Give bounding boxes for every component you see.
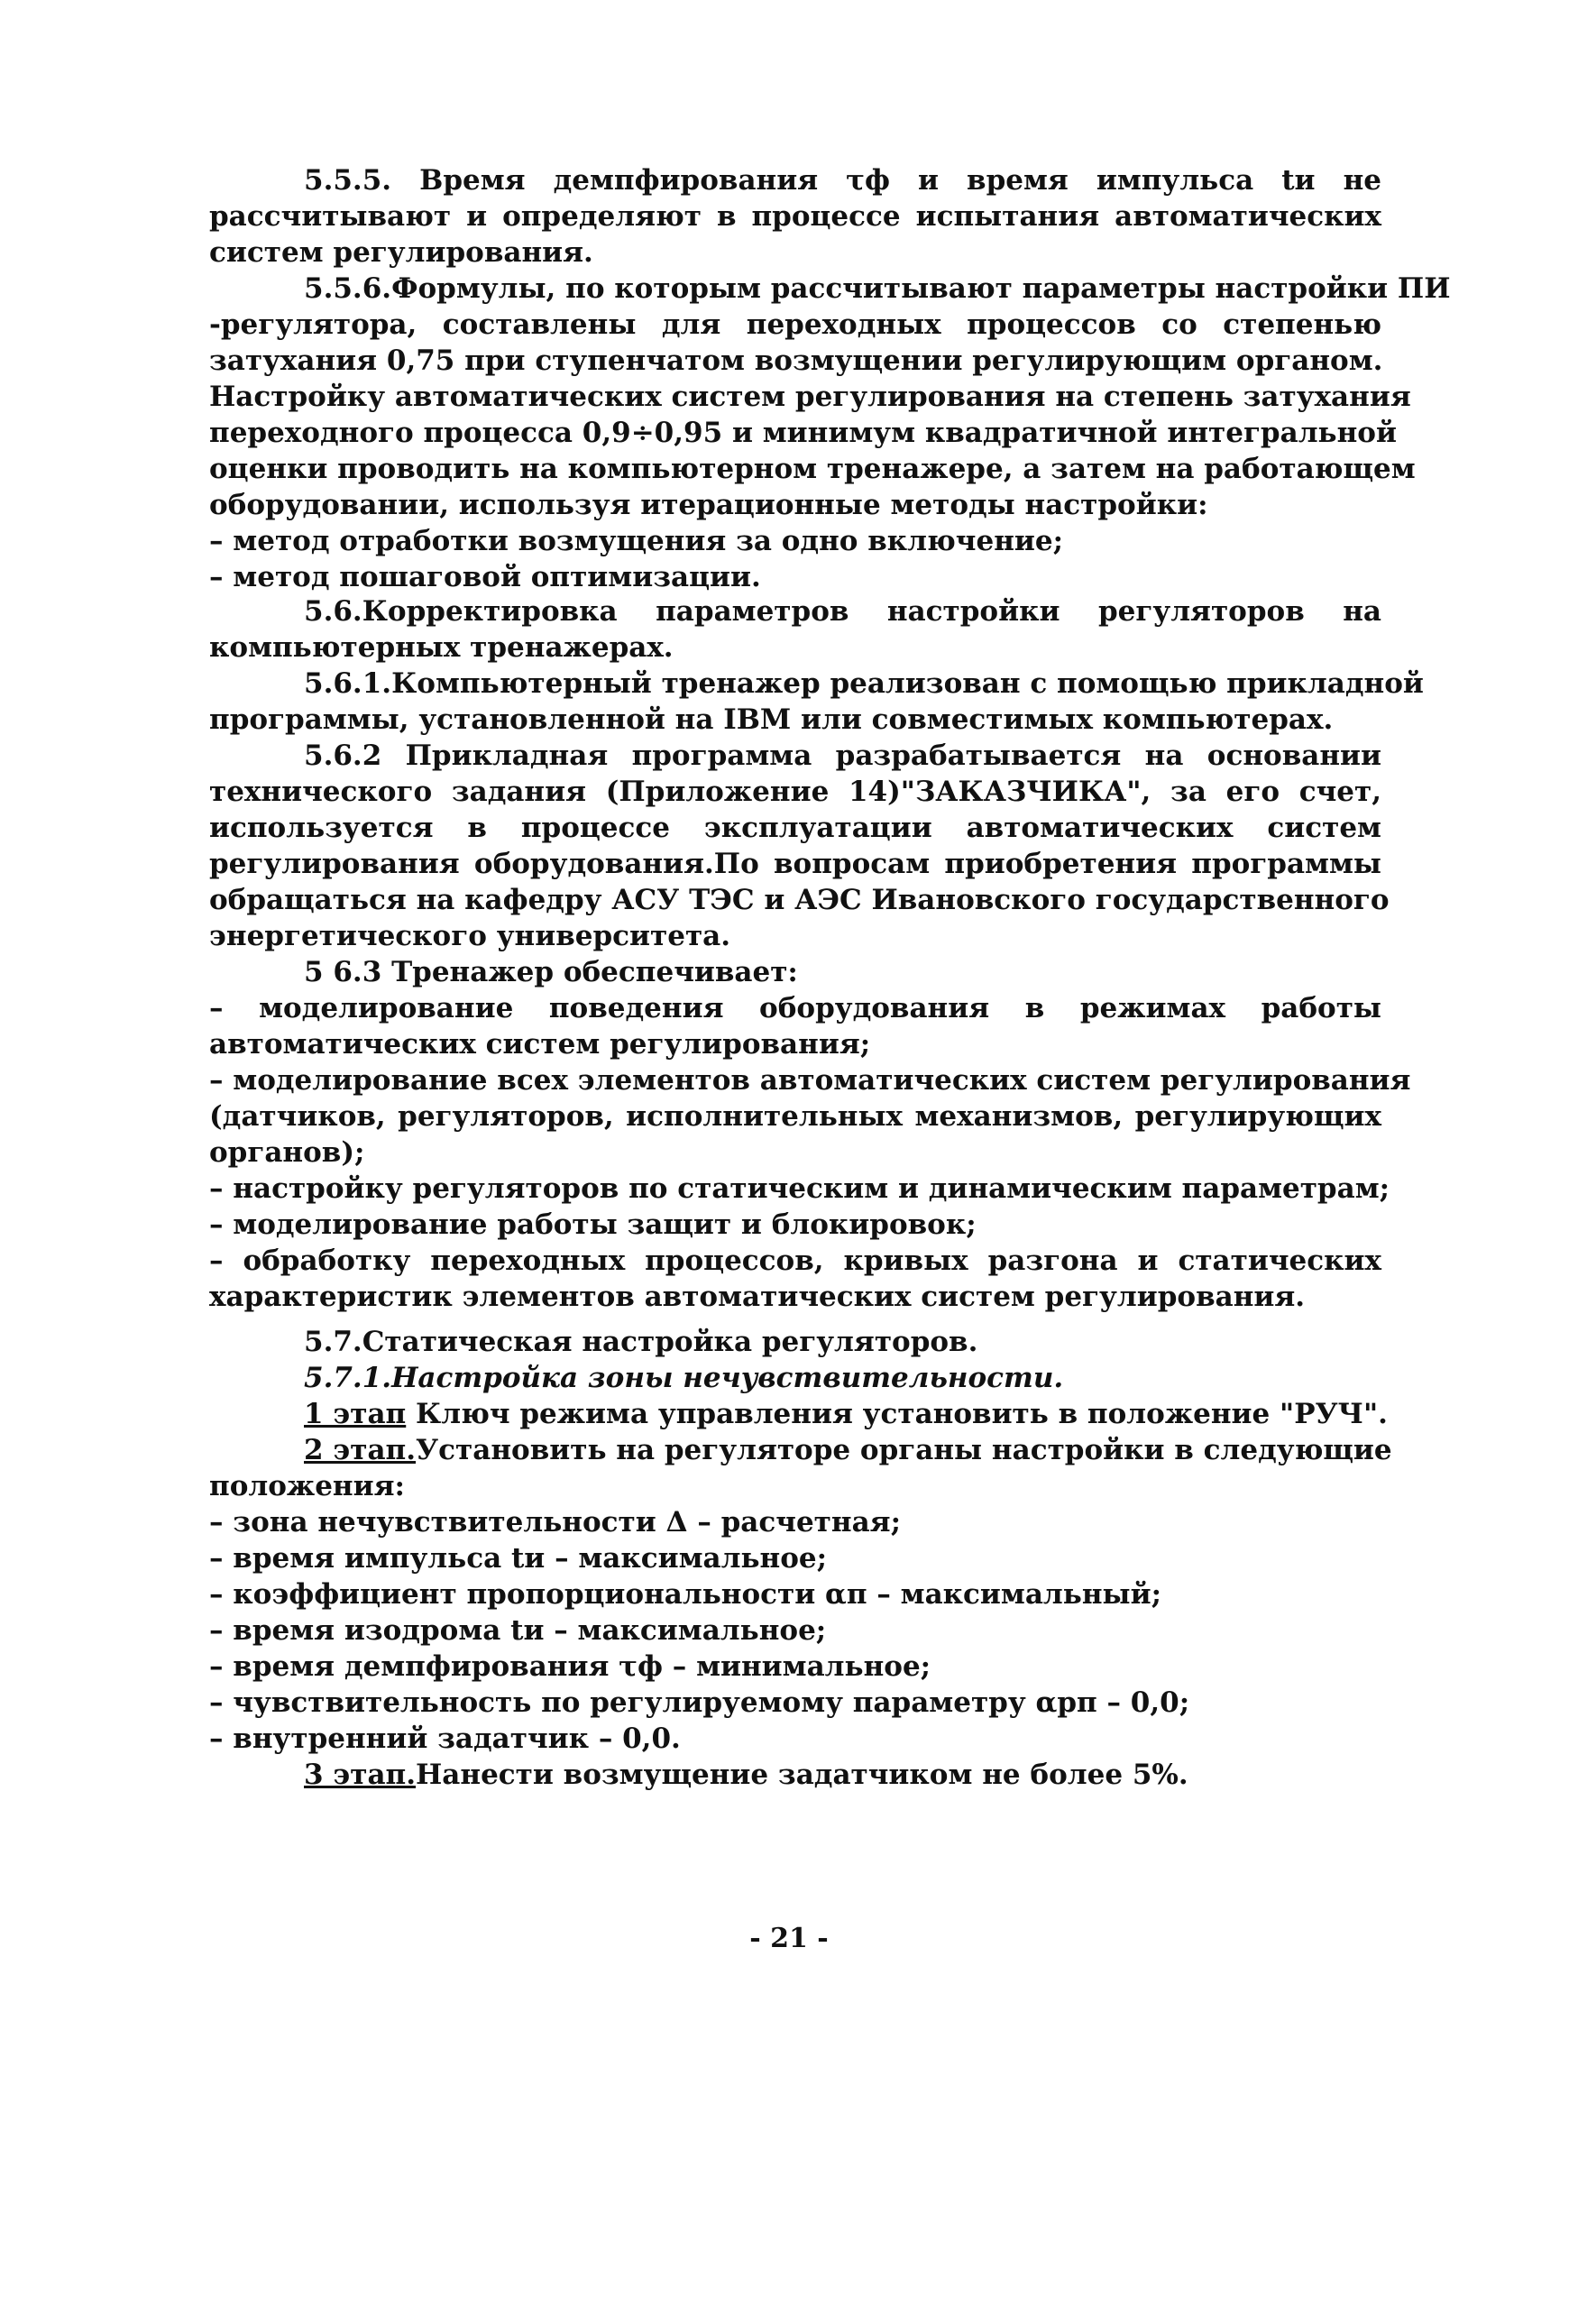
text-line: положения: xyxy=(209,1470,405,1502)
subsection-heading: 5.7.1.Настройка зоны нечувствительности. xyxy=(304,1362,1064,1394)
text-line: органов); xyxy=(209,1136,365,1169)
text-line: характеристик элементов автоматических систем регулирования. xyxy=(209,1281,1306,1313)
text-line: 5.6.2 Прикладная программа разрабатывается на основании xyxy=(304,739,1381,772)
text-line: систем регулирования. xyxy=(209,236,593,269)
text-line: переходного процесса 0,9÷0,95 и минимум квадратичной интегральной xyxy=(209,417,1397,449)
step-2 xyxy=(209,1432,1392,1468)
step-3 xyxy=(209,1757,1381,1793)
text-line: 5.6.1.Компьютерный тренажер реализован с помощью прикладной xyxy=(304,667,1424,700)
list-item: – время импульса tи – максимальное; xyxy=(209,1542,828,1575)
list-item: – обработку переходных процессов, кривых разгона и статических xyxy=(209,1245,1381,1277)
page-number: - 21 - xyxy=(749,1923,829,1954)
list-item: – настройку регуляторов по статическим и динамическим параметрам; xyxy=(209,1172,1390,1205)
text-line: Настройку автоматических систем регулирования на степень затухания xyxy=(209,381,1411,413)
text-line: 5.6.Корректировка параметров настройки регуляторов на xyxy=(304,595,1381,628)
section-heading: 5.7.Статическая настройка регуляторов. xyxy=(304,1326,978,1358)
step-label: 1 этап xyxy=(304,1398,407,1430)
list-item: – моделирование всех элементов автоматических систем регулирования xyxy=(209,1064,1411,1097)
text-line: 5.5.6.Формулы, по которым рассчитывают параметры настройки ПИ xyxy=(304,272,1451,305)
step-label: 3 этап. xyxy=(304,1759,417,1791)
step-text: Установить на регуляторе органы настройки в следующие xyxy=(416,1434,1392,1466)
text-line: -регулятора, составлены для переходных процессов со степенью xyxy=(209,308,1381,341)
section-heading-5-6 xyxy=(209,593,1381,666)
text-line: компьютерных тренажерах. xyxy=(209,631,674,664)
text-line: оценки проводить на компьютерном тренажере, а затем на работающем xyxy=(209,453,1416,485)
list-item: – внутренний задатчик – 0,0. xyxy=(209,1722,681,1755)
step-text: Нанести возмущение задатчиком не более 5%. xyxy=(416,1759,1188,1791)
text-line: затухания 0,75 при ступенчатом возмущении регулирующим органом. xyxy=(209,344,1383,377)
list-item: – метод отработки возмущения за одно включение; xyxy=(209,525,1064,557)
list-item: – коэффициент пропорциональности αп – максимальный; xyxy=(209,1578,1162,1611)
paragraph-5-5-5 xyxy=(209,162,1381,271)
section-5-7 xyxy=(209,1324,1392,1793)
list-item: – метод пошаговой оптимизации. xyxy=(209,561,761,593)
step-text: Ключ режима управления установить в положение "РУЧ". xyxy=(406,1398,1388,1430)
text-line: регулирования оборудования.По вопросам приобретения программы xyxy=(209,848,1381,880)
list-item: – время демпфирования τф – минимальное; xyxy=(209,1650,931,1683)
text-line: энергетического университета. xyxy=(209,920,731,952)
list-item: – чувствительность по регулируемому параметру αрп – 0,0; xyxy=(209,1686,1190,1719)
text-line: (датчиков, регуляторов, исполнительных механизмов, регулирующих xyxy=(209,1100,1381,1133)
list-item: – зона нечувствительности Δ – расчетная; xyxy=(209,1506,902,1539)
step-1 xyxy=(209,1396,1388,1432)
list-item: – моделирование работы защит и блокировок; xyxy=(209,1208,977,1241)
paragraph-5-5-6 xyxy=(209,271,1451,595)
step-label: 2 этап. xyxy=(304,1434,417,1466)
text-line: рассчитывают и определяют в процессе испытания автоматических xyxy=(209,200,1381,233)
text-line: обращаться на кафедру АСУ ТЭС и АЭС Ивановского государственного xyxy=(209,884,1390,916)
text-line: оборудовании, используя итерационные методы настройки: xyxy=(209,489,1208,521)
list-item: – моделирование поведения оборудования в режимах работы xyxy=(209,992,1381,1024)
text-line: используется в процессе эксплуатации автоматических систем xyxy=(209,812,1381,844)
text-line: программы, установленной на IBM или совместимых компьютерах. xyxy=(209,703,1334,736)
text-line: технического задания (Приложение 14)"ЗАКАЗЧИКА", за его счет, xyxy=(209,776,1381,808)
paragraph-5-6-2 xyxy=(209,738,1390,954)
text-line: 5 6.3 Тренажер обеспечивает: xyxy=(304,956,798,988)
paragraph-5-6-1 xyxy=(209,666,1424,738)
text-line: 5.5.5. Время демпфирования τф и время импульса tи не xyxy=(304,164,1381,197)
text-line: автоматических систем регулирования; xyxy=(209,1028,871,1061)
list-item: – время изодрома tи – максимальное; xyxy=(209,1614,827,1647)
paragraph-5-6-3 xyxy=(209,954,1411,1315)
